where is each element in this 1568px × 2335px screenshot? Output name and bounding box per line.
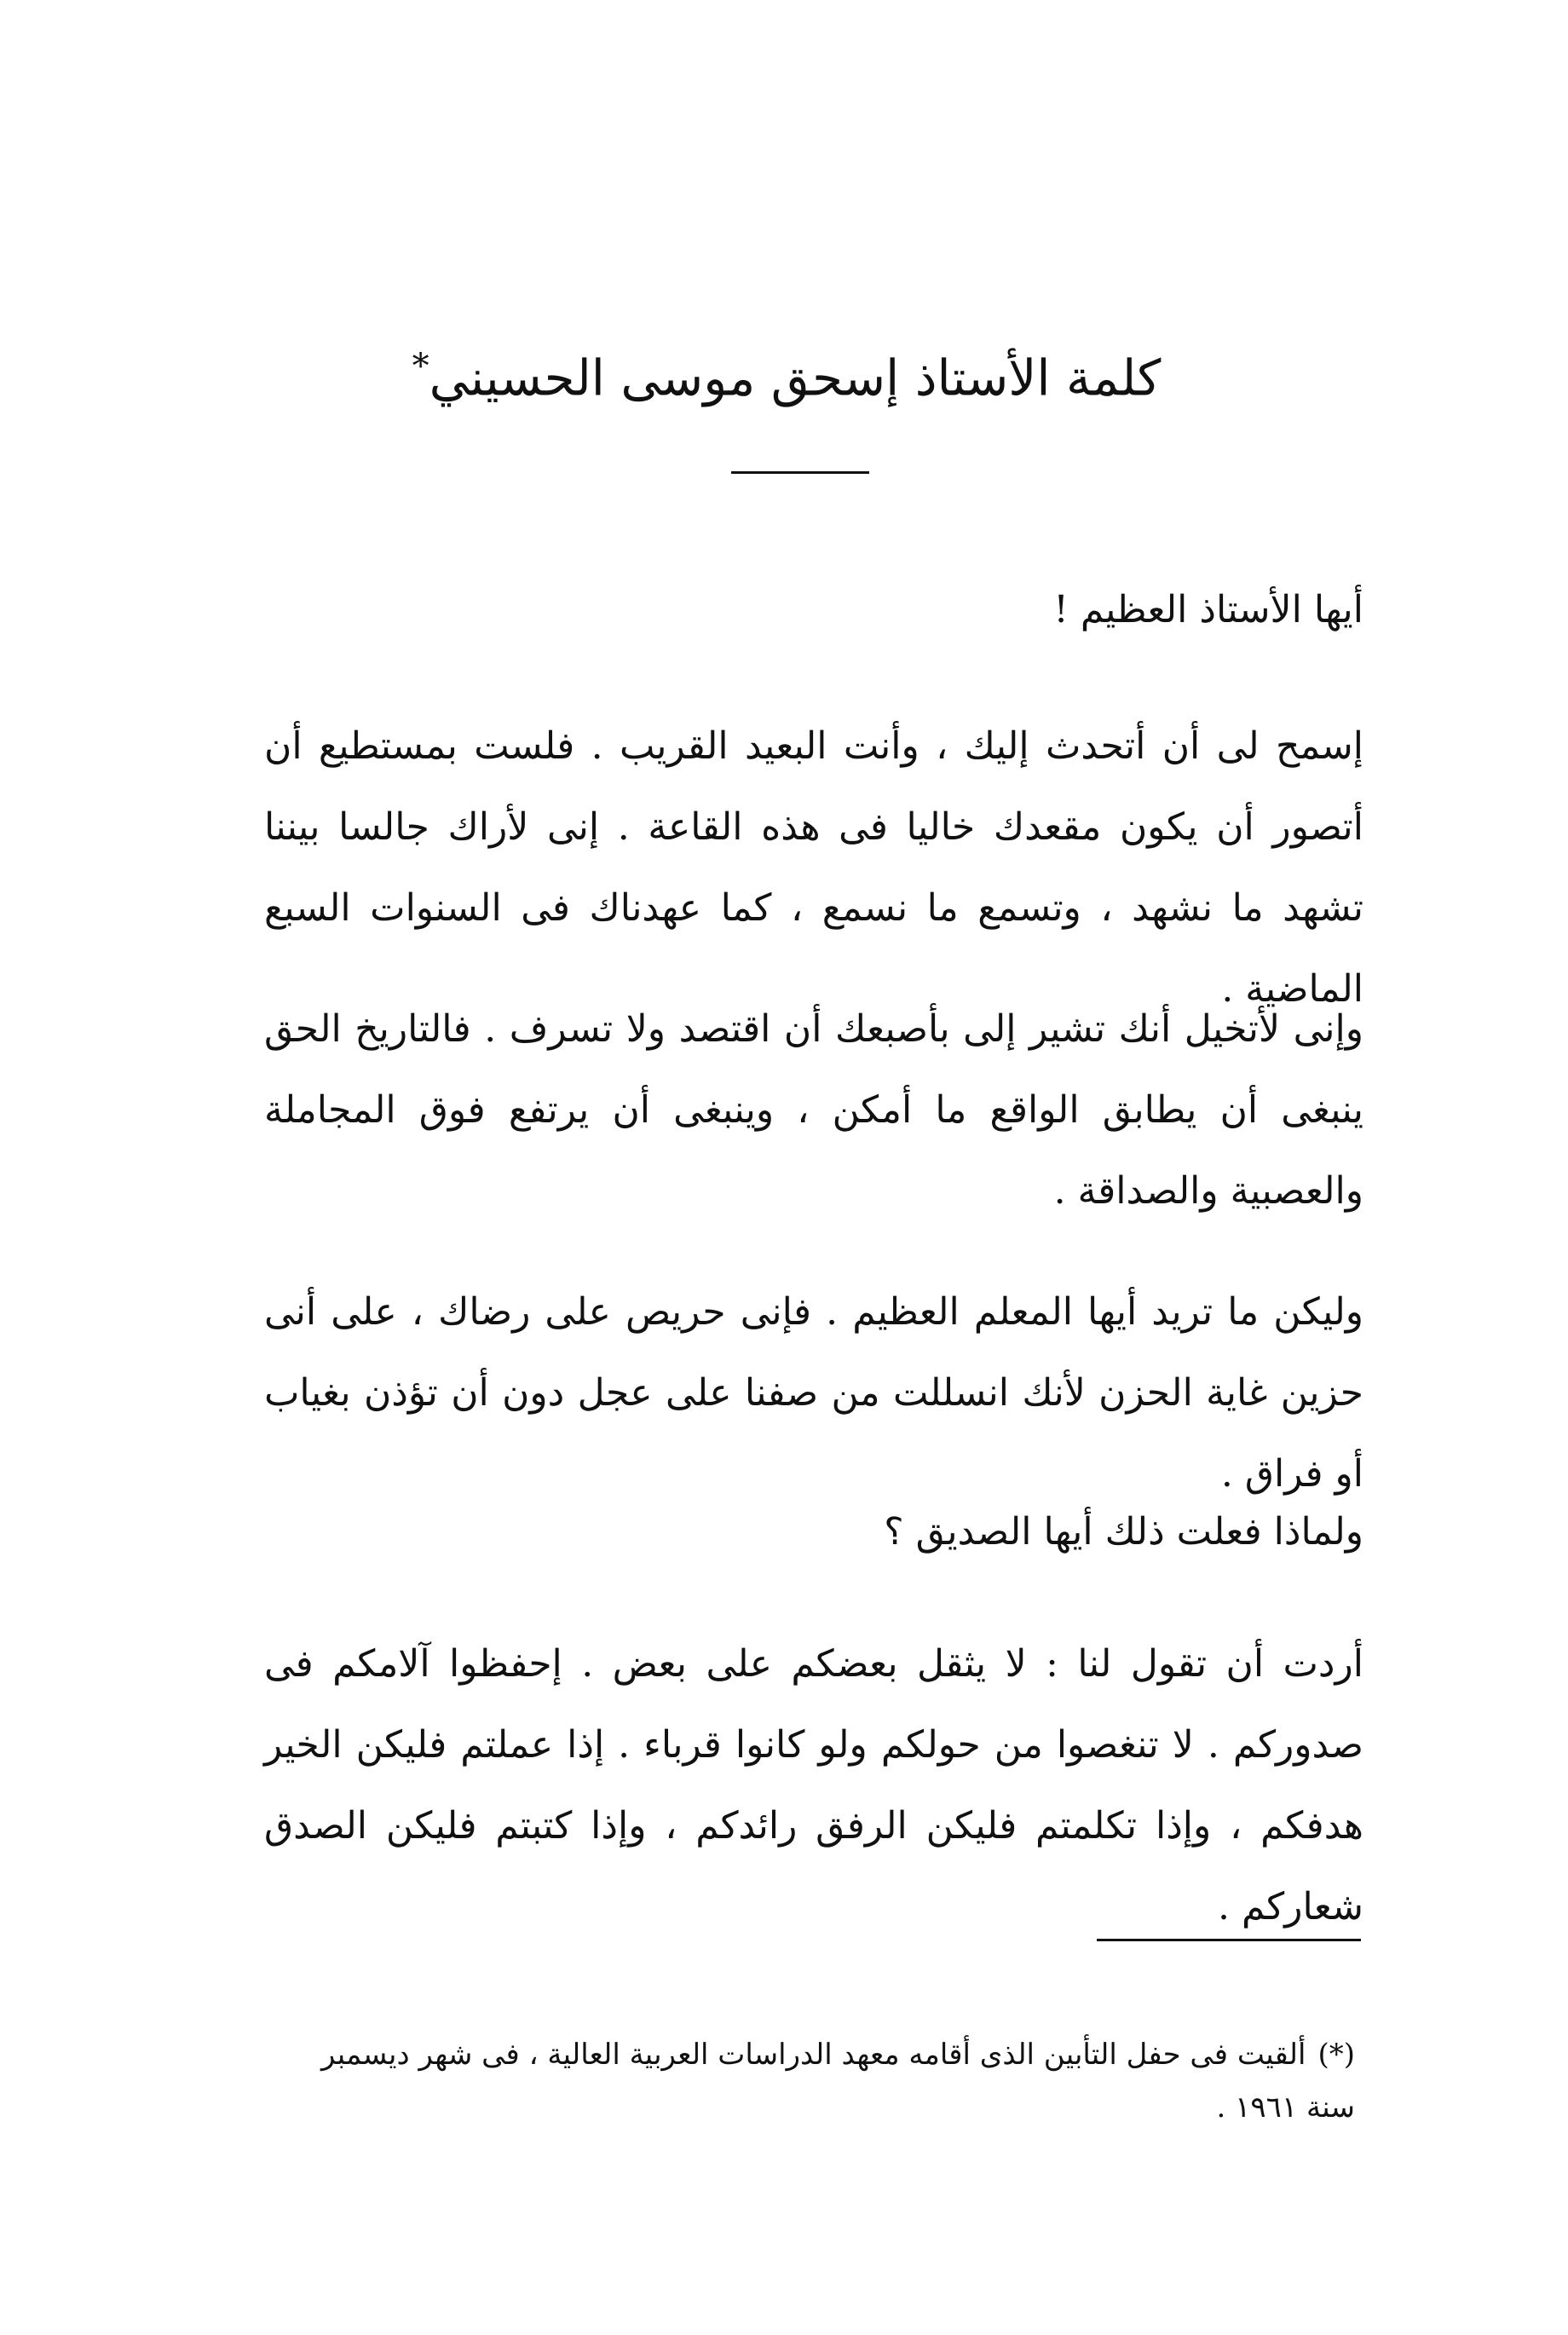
footnote-divider [1097, 1939, 1361, 1941]
question-line: ولماذا فعلت ذلك أيها الصديق ؟ [884, 1510, 1363, 1554]
paragraph-3: وليكن ما تريد أيها المعلم العظيم . فإنى حريص على رضاك ، على أنى حزين غاية الحزن لأنك انسللت من صفنا على عجل دون أن تؤذن بغياب أو فراق . [264, 1290, 1363, 1496]
footnote-text: ألقيت فى حفل التأبين الذى أقامه معهد الدراسات العربية العالية ، فى شهر ديسمبر سنة ١٩٦١ . [321, 2038, 1355, 2125]
paragraph-2: وإنى لأتخيل أنك تشير إلى بأصبعك أن اقتصد ولا تسرف . فالتاريخ الحق ينبغى أن يطابق الواقع ما أمكن ، وينبغى أن يرتفع فوق المجاملة والعصبية والصداقة . [264, 1007, 1363, 1213]
page-title [366, 332, 1202, 412]
paragraph-4: أردت أن تقول لنا : لا يثقل بعضكم على بعض . إحفظوا آلامكم فى صدوركم . لا تنغصوا من حولكم ولو كانوا قرباء . إذا عملتم فليكن الخير هدفكم ، وإذا تكلمتم فليكن الرفق رائدكم ، وإذا كتبتم فليكن الصدق شعاركم . [264, 1642, 1363, 1929]
salutation: أيها الأستاذ العظيم ! [1053, 588, 1363, 631]
footnote-marker: (*) [1317, 2038, 1355, 2072]
title-text: كلمة الأستاذ إسحق موسى الحسيني [429, 349, 1162, 407]
paragraph-1: إسمح لى أن أتحدث إليك ، وأنت البعيد القريب . فلست بمستطيع أن أتصور أن يكون مقعدك خاليا فى هذه القاعة . إنى لأراك جالسا بيننا تشهد ما نشهد ، وتسمع ما نسمع ، كما عهدناك فى السنوات السبع الماضية . [264, 724, 1363, 1011]
footnote [281, 2028, 1355, 2134]
title-footnote-marker: * [412, 347, 429, 386]
title-divider [731, 471, 869, 474]
